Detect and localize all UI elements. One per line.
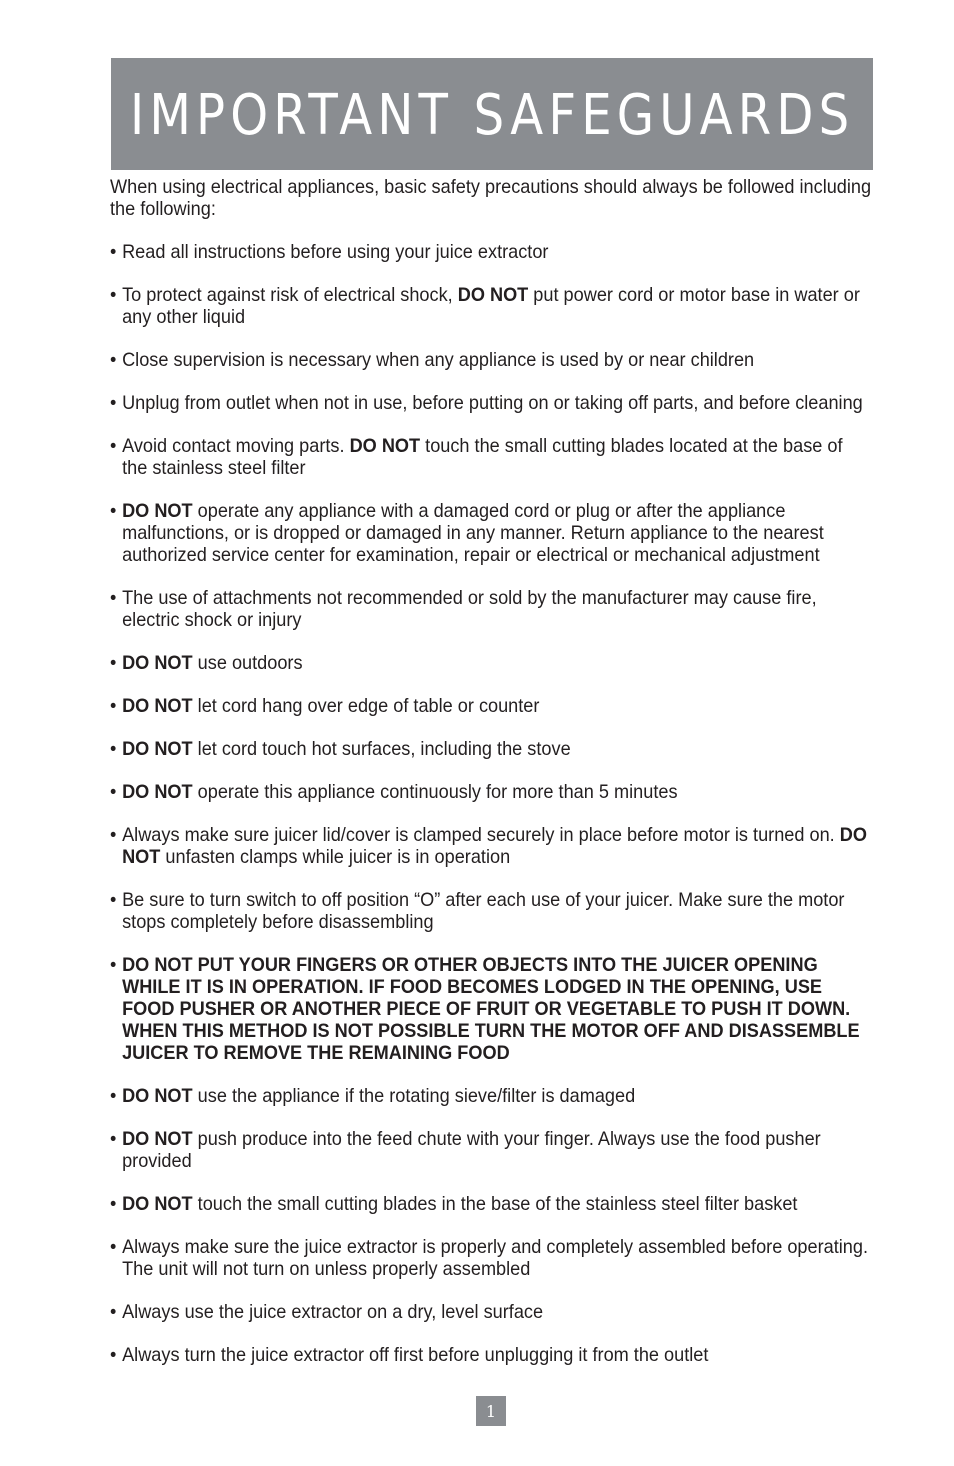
safeguard-item <box>110 781 873 803</box>
intro-paragraph: When using electrical appliances, basic safety precautions should always be followed including the following: <box>110 176 872 220</box>
bullet-marker: • <box>110 1085 117 1107</box>
safeguard-item <box>110 241 873 263</box>
bullet-marker: • <box>110 284 117 306</box>
safeguard-emphasis: DO NOT <box>457 284 529 306</box>
safeguard-emphasis: DO NOT <box>122 652 193 674</box>
safeguard-item <box>110 889 873 933</box>
bullet-marker: • <box>110 435 117 457</box>
safeguard-text-body: Always use the juice extractor on a dry, level surface <box>122 1301 544 1323</box>
safeguard-item <box>110 392 873 414</box>
safeguard-text-body: use the appliance if the rotating sieve/filter is damaged <box>192 1085 636 1107</box>
safeguard-item <box>110 1193 873 1215</box>
bullet-marker: • <box>110 587 117 609</box>
safeguard-text-body: Be sure to turn switch to off position “O” after each use of your juicer. Make sure the motor stops completely before disassembling <box>122 889 845 933</box>
safeguard-text <box>122 695 873 717</box>
safeguard-text <box>122 241 873 263</box>
safeguard-text-body: let cord touch hot surfaces, including the stove <box>192 738 571 760</box>
safeguard-text-lead: Avoid contact moving parts. <box>122 435 350 457</box>
safeguard-emphasis: DO NOT <box>122 1193 193 1215</box>
safeguard-item <box>110 824 873 868</box>
safeguard-text-body: use outdoors <box>192 652 303 674</box>
safeguard-text <box>122 1193 873 1215</box>
safeguard-text-lead: To protect against risk of electrical shock, <box>122 284 458 306</box>
safeguard-text <box>122 1344 873 1366</box>
safeguard-text-body: push produce into the feed chute with your finger. Always use the food pusher provided <box>122 1128 821 1172</box>
safeguards-content <box>110 176 874 1387</box>
safeguard-text-body: Always turn the juice extractor off first before unplugging it from the outlet <box>122 1344 709 1366</box>
safeguard-item <box>110 738 873 760</box>
safeguard-text-body: Close supervision is necessary when any appliance is used by or near children <box>122 349 755 371</box>
bullet-marker: • <box>110 954 117 976</box>
safeguard-text-body: Unplug from outlet when not in use, before putting on or taking off parts, and before cleaning <box>122 392 863 414</box>
safeguard-item <box>110 652 873 674</box>
safeguard-emphasis: DO NOT <box>122 1085 193 1107</box>
safeguard-emphasis: DO NOT <box>122 781 193 803</box>
bullet-marker: • <box>110 241 117 263</box>
safeguard-text <box>122 1301 873 1323</box>
safeguard-item <box>110 349 873 371</box>
safeguard-emphasis: DO NOT PUT YOUR FINGERS OR OTHER OBJECTS INTO THE JUICER OPENING WHILE IT IS IN OPERATION. IF FOOD BECOMES LODGED IN THE OPENING, USE FOOD PUSHER OR ANOTHER PIECE OF FRUIT OR VEGETABLE TO PUSH IT DOWN. WHEN THIS METHOD IS NOT POSSIBLE TURN THE MOTOR OFF AND DISASSEMBLE JUICER TO REMOVE THE REMAINING FOOD <box>122 954 860 1064</box>
bullet-marker: • <box>110 1344 117 1366</box>
safeguard-text <box>122 1128 873 1172</box>
safeguard-emphasis: DO NOT <box>122 500 193 522</box>
safeguard-text <box>122 781 873 803</box>
safeguard-item <box>110 954 873 1064</box>
safeguard-text <box>122 954 873 1064</box>
safeguard-text <box>122 392 873 414</box>
bullet-marker: • <box>110 889 117 911</box>
safeguard-text <box>122 587 873 631</box>
bullet-marker: • <box>110 781 117 803</box>
safeguard-emphasis: DO NOT <box>349 435 421 457</box>
safeguard-emphasis: DO NOT <box>122 695 193 717</box>
safeguard-text <box>122 824 873 868</box>
bullet-marker: • <box>110 1301 117 1323</box>
safeguard-text-body: Always make sure the juice extractor is properly and completely assembled before operating. The unit will not turn on unless properly assembled <box>122 1236 869 1280</box>
safeguard-item <box>110 1236 873 1280</box>
safeguard-text-body: operate any appliance with a damaged cord or plug or after the appliance malfunctions, or is dropped or damaged in any manner. Return appliance to the nearest authorized service center for examination, repair or electrical or mechanical adjustment <box>122 500 824 566</box>
page-number: 1 <box>476 1396 506 1426</box>
bullet-marker: • <box>110 1236 117 1258</box>
safeguard-item <box>110 587 873 631</box>
safeguard-item <box>110 1085 873 1107</box>
bullet-marker: • <box>110 1193 117 1215</box>
safeguard-text <box>122 435 873 479</box>
safeguard-item <box>110 695 873 717</box>
safeguard-item <box>110 284 873 328</box>
page-title: IMPORTANT SAFEGUARDS <box>129 82 855 148</box>
safeguard-text <box>122 1085 873 1107</box>
safeguard-emphasis: DO NOT <box>122 1128 193 1150</box>
bullet-marker: • <box>110 1128 117 1150</box>
safeguard-item <box>110 1301 873 1323</box>
safeguard-text <box>122 284 873 328</box>
safeguard-text <box>122 349 873 371</box>
safeguard-text-body: let cord hang over edge of table or counter <box>192 695 540 717</box>
bullet-marker: • <box>110 349 117 371</box>
safeguard-list <box>110 241 874 1366</box>
safeguard-text <box>122 889 873 933</box>
safeguard-item <box>110 1344 873 1366</box>
safeguard-text-body: The use of attachments not recommended or sold by the manufacturer may cause fire, electric shock or injury <box>122 587 817 631</box>
title-banner <box>111 58 873 170</box>
safeguard-item <box>110 1128 873 1172</box>
safeguard-text <box>122 738 873 760</box>
safeguard-text-body: touch the small cutting blades located at the base of the stainless steel filter <box>122 435 843 479</box>
bullet-marker: • <box>110 652 117 674</box>
safeguard-item <box>110 500 873 566</box>
safeguard-text <box>122 1236 873 1280</box>
safeguard-text <box>122 652 873 674</box>
bullet-marker: • <box>110 738 117 760</box>
bullet-marker: • <box>110 392 117 414</box>
safeguard-text-body: unfasten clamps while juicer is in operation <box>160 846 511 868</box>
safeguard-item <box>110 435 873 479</box>
safeguard-emphasis: DO NOT <box>122 738 193 760</box>
safeguard-emphasis: DO NOT <box>122 824 867 868</box>
bullet-marker: • <box>110 500 117 522</box>
safeguard-text <box>122 500 873 566</box>
safeguard-text-body: touch the small cutting blades in the base of the stainless steel filter basket <box>192 1193 798 1215</box>
safeguard-text-body: operate this appliance continuously for more than 5 minutes <box>192 781 678 803</box>
bullet-marker: • <box>110 695 117 717</box>
safeguard-text-lead: Always make sure juicer lid/cover is clamped securely in place before motor is turned on. <box>122 824 840 846</box>
bullet-marker: • <box>110 824 117 846</box>
safeguard-text-body: put power cord or motor base in water or any other liquid <box>122 284 860 328</box>
safeguard-text-body: Read all instructions before using your juice extractor <box>122 241 549 263</box>
